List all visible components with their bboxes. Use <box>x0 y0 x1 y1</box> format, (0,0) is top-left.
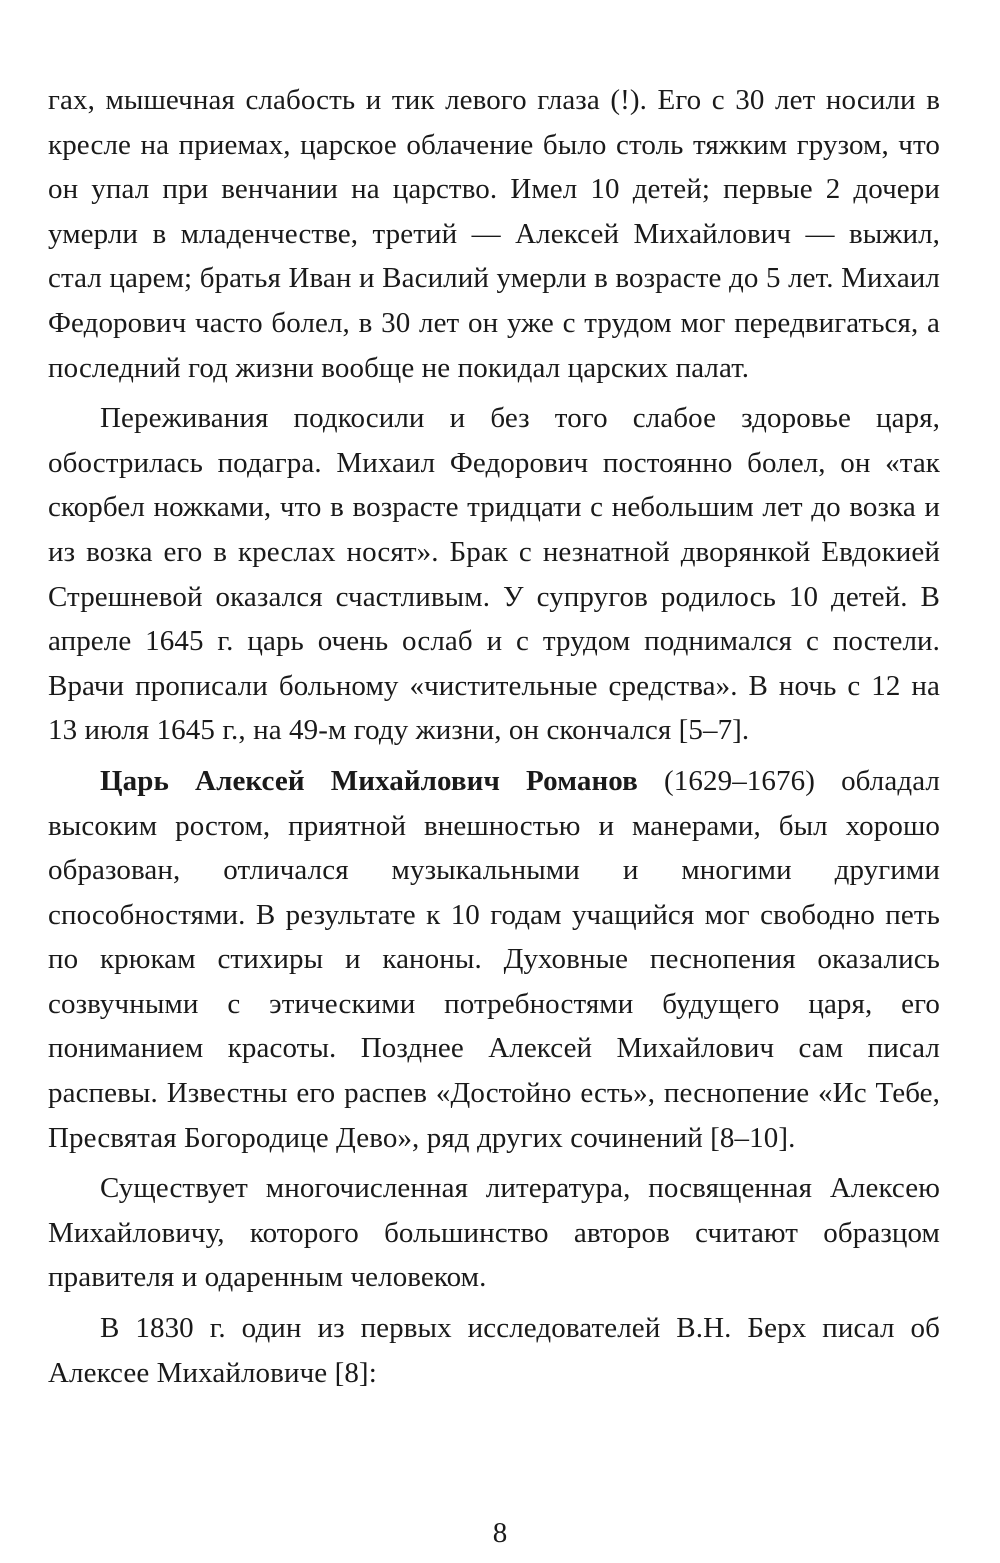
paragraph-text: (1629–1676) обладал высоким ростом, приятной внешностью и манерами, был хорошо образован, отличался музыкальными и многими другими способностями. В результате к 10 годам учащийся мог свободно петь по крюкам стихиры и каноны. Духовные песнопения оказались созвучными с этическими потребностями будущего царя, его пониманием красоты. Позднее Алексей Михайлович сам писал распевы. Известны его распев «Достойно есть», песнопение «Ис Тебе, Пресвятая Богородице Дево», ряд других сочинений [8–10]. <box>48 764 940 1154</box>
paragraph-literature <box>48 1166 940 1300</box>
paragraph-text: гах, мышечная слабость и тик левого глаза (!). Его с 30 лет носили в кресле на приемах, царское облачение было столь тяжким грузом, что он упал при венчании на царство. Имел 10 детей; первые 2 дочери умерли в младенчестве, третий — Алексей Михайлович — выжил, стал царем; братья Иван и Василий умерли в возрасте до 5 лет. Михаил Федорович часто болел, в 30 лет он уже с трудом мог передвигаться, а последний год жизни вообще не покидал царских палат. <box>48 84 940 384</box>
page-number: 8 <box>492 1517 508 1549</box>
paragraph-berkh-quote-intro <box>48 1306 940 1395</box>
paragraph-text: Переживания подкосили и без того слабое здоровье царя, обострилась подагра. Михаил Федорович постоянно болел, он «так скорбел ножками, что в возрасте тридцати с небольшим лет до возка и из возка его в креслах носят». Брак с незнатной дворянкой Евдокией Стрешневой оказался счастливым. У супругов родилось 10 детей. В апреле 1645 г. царь очень ослаб и с трудом поднимался с постели. Врачи прописали больному «чистительные средства». В ночь с 12 на 13 июля 1645 г., на 49-м году жизни, он скончался [5–7]. <box>48 402 940 747</box>
paragraph-mikhail-illness <box>48 396 940 753</box>
bold-heading-name: Царь Алексей Михайлович Романов <box>100 764 638 797</box>
paragraph-text: Существует многочисленная литература, посвященная Алексею Михайловичу, которого большинство авторов считают образцом правителя и одаренным человеком. <box>48 1172 940 1294</box>
paragraph-text: В 1830 г. один из первых исследователей В.Н. Берх писал об Алексее Михайловиче [8]: <box>48 1312 940 1389</box>
paragraph-aleksey-mikhailovich <box>48 759 940 1160</box>
body-text <box>48 78 940 1395</box>
paragraph-continuation <box>48 78 940 390</box>
